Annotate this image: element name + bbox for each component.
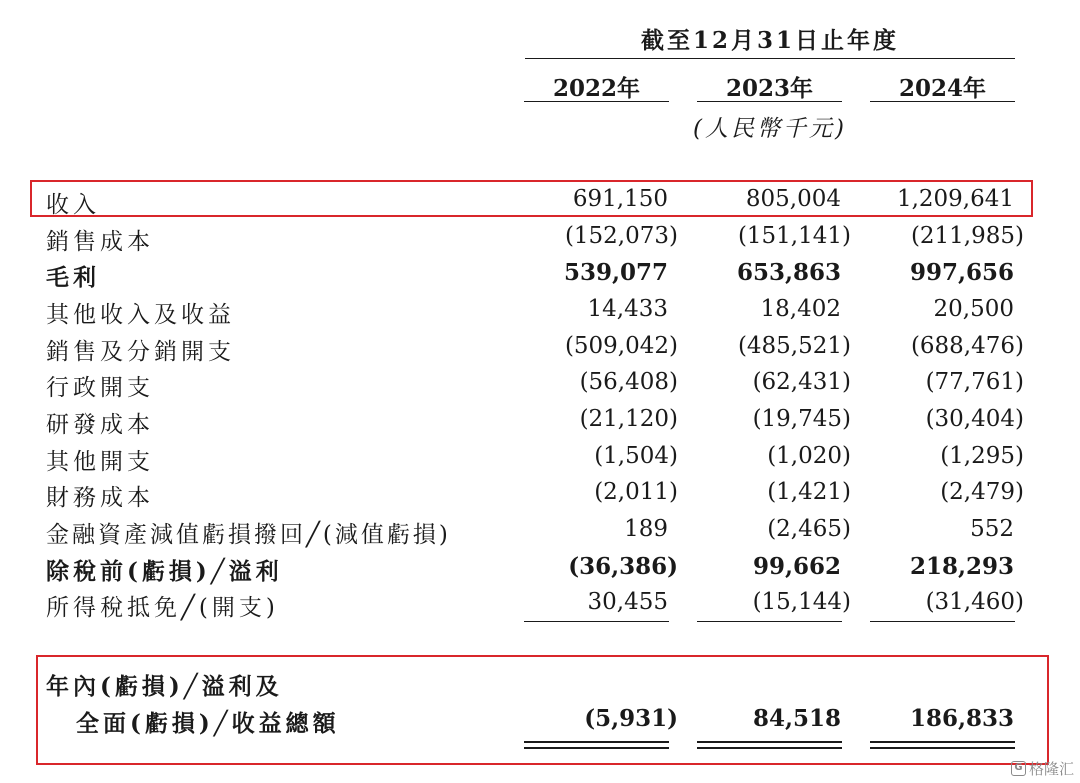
value-2022: (152,073) xyxy=(564,223,678,249)
table-row-income-tax xyxy=(0,585,1080,621)
watermark xyxy=(1011,758,1074,779)
value-2024: 218,293 xyxy=(909,553,1014,580)
total-value-2023: 84,518 xyxy=(752,705,841,732)
table-row-admin-expenses xyxy=(0,365,1080,401)
value-2024: (30,404) xyxy=(925,406,1024,432)
value-2023: (19,745) xyxy=(752,406,851,432)
value-2023: 18,402 xyxy=(760,296,841,322)
total-double-rule-2022 xyxy=(524,741,669,749)
value-2024: 1,209,641 xyxy=(896,186,1014,212)
year-2022-rule xyxy=(524,101,669,102)
row-label: 毛利 xyxy=(46,264,100,291)
subtotal-rule-2022 xyxy=(524,621,669,622)
value-2022: (36,386) xyxy=(568,553,678,580)
value-2023: 805,004 xyxy=(745,186,841,212)
value-2023: (485,521) xyxy=(737,333,851,359)
value-2022: (509,042) xyxy=(564,333,678,359)
watermark-logo-icon: G xyxy=(1011,761,1026,776)
value-2024: (2,479) xyxy=(940,479,1024,505)
period-header: 截至12月31日止年度 xyxy=(640,27,899,54)
total-value-2024: 186,833 xyxy=(909,705,1014,732)
table-row-impairment xyxy=(0,512,1080,548)
value-2022: 539,077 xyxy=(563,259,668,286)
value-2023: (1,421) xyxy=(767,479,851,505)
value-2024: (688,476) xyxy=(910,333,1024,359)
watermark-text: 格隆汇 xyxy=(1028,760,1074,778)
subtotal-rule-2024 xyxy=(870,621,1015,622)
value-2022: (21,120) xyxy=(579,406,678,432)
value-2022: (1,504) xyxy=(594,443,678,469)
row-label: 財務成本 xyxy=(46,485,154,511)
row-label: 研發成本 xyxy=(46,412,154,438)
value-2024: 552 xyxy=(970,516,1014,542)
row-label: 銷售及分銷開支 xyxy=(46,339,235,365)
row-label: 收入 xyxy=(46,192,100,218)
value-2024: (211,985) xyxy=(910,223,1024,249)
table-row-selling-expenses xyxy=(0,329,1080,365)
value-2024: 20,500 xyxy=(933,296,1014,322)
year-2023-header: 2023年 xyxy=(725,75,813,102)
year-2024-rule xyxy=(870,101,1015,102)
value-2023: (2,465) xyxy=(767,516,851,542)
row-label: 所得稅抵免╱(開支) xyxy=(46,595,279,621)
value-2022: 189 xyxy=(624,516,668,542)
value-2023: 653,863 xyxy=(736,259,841,286)
value-2022: 30,455 xyxy=(587,589,668,615)
period-header-rule xyxy=(525,58,1015,59)
table-row-gross-profit xyxy=(0,255,1080,291)
value-2024: 997,656 xyxy=(909,259,1014,286)
table-row-other-expenses xyxy=(0,439,1080,475)
unit-label: (人民幣千元) xyxy=(693,116,847,142)
table-row-other-income xyxy=(0,292,1080,328)
total-double-rule-2023 xyxy=(697,741,842,749)
row-label: 銷售成本 xyxy=(46,229,154,255)
value-2022: 691,150 xyxy=(572,186,668,212)
value-2024: (1,295) xyxy=(940,443,1024,469)
row-label: 其他開支 xyxy=(46,449,154,475)
row-label: 除稅前(虧損)╱溢利 xyxy=(46,558,283,585)
table-row-profit-before-tax xyxy=(0,549,1080,585)
total-label-line1: 年內(虧損)╱溢利及 xyxy=(46,673,283,700)
table-row-finance-costs xyxy=(0,475,1080,511)
value-2022: (2,011) xyxy=(594,479,678,505)
row-label: 其他收入及收益 xyxy=(46,302,235,328)
value-2022: (56,408) xyxy=(579,369,678,395)
subtotal-rule-2023 xyxy=(697,621,842,622)
year-2022-header: 2022年 xyxy=(552,75,640,102)
value-2023: (62,431) xyxy=(752,369,851,395)
row-label: 金融資產減值虧損撥回╱(減值虧損) xyxy=(46,522,451,548)
value-2024: (31,460) xyxy=(925,589,1024,615)
value-2023: 99,662 xyxy=(752,553,841,580)
value-2023: (1,020) xyxy=(767,443,851,469)
value-2023: (15,144) xyxy=(752,589,851,615)
total-label-line2: 全面(虧損)╱收益總額 xyxy=(76,710,340,737)
total-value-2022: (5,931) xyxy=(584,705,678,732)
value-2023: (151,141) xyxy=(737,223,851,249)
total-double-rule-2024 xyxy=(870,741,1015,749)
year-2023-rule xyxy=(697,101,842,102)
table-row-cost-of-sales xyxy=(0,219,1080,255)
value-2022: 14,433 xyxy=(587,296,668,322)
table-row-rd-costs xyxy=(0,402,1080,438)
row-label: 行政開支 xyxy=(46,375,154,401)
value-2024: (77,761) xyxy=(925,369,1024,395)
table-row-revenue xyxy=(0,182,1080,218)
year-2024-header: 2024年 xyxy=(898,75,986,102)
